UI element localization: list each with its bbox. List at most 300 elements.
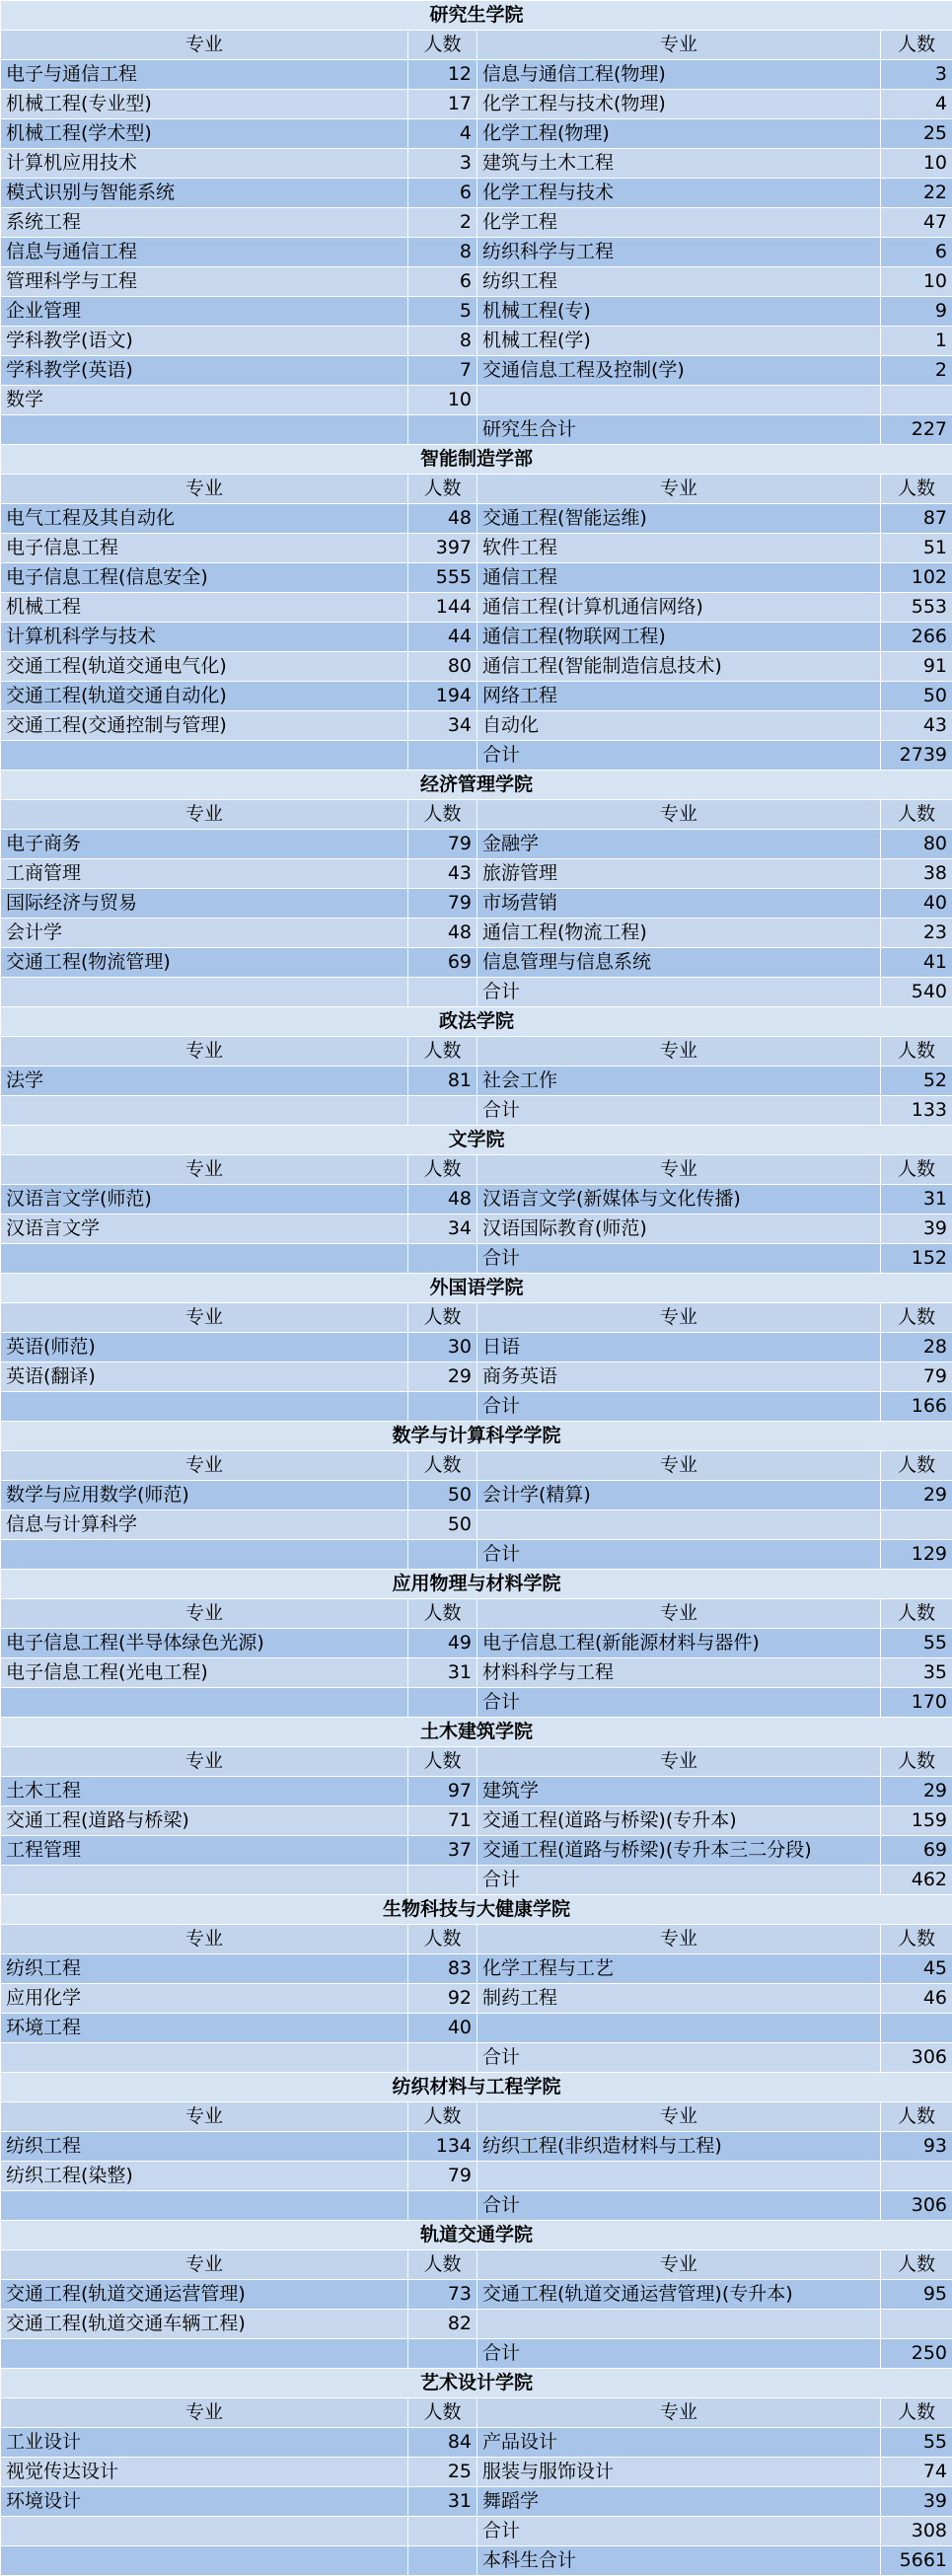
major-right: 服装与服饰设计: [477, 2458, 881, 2487]
count-right: 46: [881, 1984, 952, 2014]
count-right: 133: [881, 1096, 952, 1126]
count-left: 79: [408, 830, 477, 859]
count-left: 397: [408, 534, 477, 563]
major-right: 商务英语: [477, 1362, 881, 1392]
major-right: 通信工程: [477, 563, 881, 593]
major-right: [477, 1510, 881, 1540]
count-right: 306: [881, 2043, 952, 2073]
count-right: 41: [881, 948, 952, 978]
count-left: [408, 1096, 477, 1126]
major-left: 信息与计算科学: [1, 1510, 408, 1540]
count-right: 250: [881, 2339, 952, 2369]
major-left: [1, 978, 408, 1007]
major-right: 合计: [477, 2339, 881, 2369]
column-header-row: [1, 1155, 952, 1185]
header-major: 专业: [1, 1747, 408, 1777]
table-row: [1, 327, 952, 356]
header-count: 人数: [408, 1037, 477, 1067]
table-row: [1, 297, 952, 327]
major-left: [1, 1244, 408, 1274]
count-left: 49: [408, 1629, 477, 1658]
major-left: 信息与通信工程: [1, 238, 408, 267]
major-right: 汉语言文学(新媒体与文化传播): [477, 1185, 881, 1214]
count-right: 306: [881, 2191, 952, 2221]
major-right: [477, 2310, 881, 2339]
section-title-row: [1, 445, 952, 475]
major-right: 制药工程: [477, 1984, 881, 2014]
column-header-row: [1, 1451, 952, 1481]
header-major: 专业: [477, 1155, 881, 1185]
major-left: 系统工程: [1, 208, 408, 238]
count-right: 55: [881, 1629, 952, 1658]
header-major: 专业: [477, 31, 881, 60]
major-right: 交通工程(智能运维): [477, 504, 881, 534]
header-major: 专业: [477, 1925, 881, 1954]
section-title: 经济管理学院: [1, 771, 952, 800]
header-major: 专业: [1, 1303, 408, 1333]
major-left: 机械工程(学术型): [1, 119, 408, 149]
header-major: 专业: [1, 1925, 408, 1954]
major-left: 数学与应用数学(师范): [1, 1481, 408, 1510]
major-left: 纺织工程(染整): [1, 2162, 408, 2191]
section-title: 外国语学院: [1, 1274, 952, 1303]
column-header-row: [1, 1747, 952, 1777]
table-row: [1, 2517, 952, 2546]
count-left: [408, 2191, 477, 2221]
major-left: 交通工程(轨道交通运营管理): [1, 2280, 408, 2310]
header-major: 专业: [477, 2398, 881, 2428]
count-right: 50: [881, 682, 952, 711]
section-title-row: [1, 1, 952, 31]
major-right: 合计: [477, 1688, 881, 1718]
count-left: 31: [408, 1658, 477, 1688]
major-left: 法学: [1, 1067, 408, 1096]
major-right: [477, 2162, 881, 2191]
major-right: 纺织工程: [477, 267, 881, 297]
header-major: 专业: [1, 2398, 408, 2428]
table-row: [1, 889, 952, 919]
major-left: 学科教学(语文): [1, 327, 408, 356]
count-left: 134: [408, 2132, 477, 2162]
count-right: 9: [881, 297, 952, 327]
header-count: 人数: [408, 1155, 477, 1185]
table-row: [1, 415, 952, 445]
count-left: 5: [408, 297, 477, 327]
table-row: [1, 60, 952, 90]
section-title-row: [1, 1570, 952, 1599]
table-row: [1, 2310, 952, 2339]
count-left: [408, 2546, 477, 2576]
count-right: 10: [881, 267, 952, 297]
major-right: 化学工程与技术(物理): [477, 90, 881, 119]
header-count: 人数: [408, 2398, 477, 2428]
major-left: [1, 2043, 408, 2073]
count-left: 40: [408, 2014, 477, 2043]
count-left: 92: [408, 1984, 477, 2014]
section-title: 应用物理与材料学院: [1, 1570, 952, 1599]
major-right: 金融学: [477, 830, 881, 859]
major-left: [1, 415, 408, 445]
header-count: 人数: [408, 1451, 477, 1481]
major-right: 纺织工程(非织造材料与工程): [477, 2132, 881, 2162]
header-major: 专业: [1, 1599, 408, 1629]
count-right: 10: [881, 149, 952, 179]
count-left: 69: [408, 948, 477, 978]
major-left: 工程管理: [1, 1836, 408, 1866]
count-left: 144: [408, 593, 477, 623]
section-title: 轨道交通学院: [1, 2221, 952, 2250]
major-left: 交通工程(轨道交通电气化): [1, 652, 408, 682]
count-right: [881, 2014, 952, 2043]
count-left: 4: [408, 119, 477, 149]
major-right: 交通工程(道路与桥梁)(专升本): [477, 1806, 881, 1836]
count-right: 80: [881, 830, 952, 859]
major-right: 合计: [477, 1096, 881, 1126]
section-title: 生物科技与大健康学院: [1, 1895, 952, 1925]
count-right: 6: [881, 238, 952, 267]
table-row: [1, 2546, 952, 2576]
major-right: 化学工程(物理): [477, 119, 881, 149]
header-major: 专业: [1, 2102, 408, 2132]
count-right: 28: [881, 1333, 952, 1362]
section-title: 研究生学院: [1, 1, 952, 31]
count-left: 43: [408, 859, 477, 889]
count-right: 22: [881, 179, 952, 208]
count-right: 79: [881, 1362, 952, 1392]
count-right: 31: [881, 1185, 952, 1214]
major-right: 合计: [477, 1244, 881, 1274]
count-right: 308: [881, 2517, 952, 2546]
count-left: [408, 1688, 477, 1718]
section-title: 数学与计算科学学院: [1, 1422, 952, 1451]
table-row: [1, 1866, 952, 1895]
table-row: [1, 2162, 952, 2191]
table-row: [1, 1806, 952, 1836]
major-left: 交通工程(交通控制与管理): [1, 711, 408, 741]
major-right: 机械工程(专): [477, 297, 881, 327]
major-right: 社会工作: [477, 1067, 881, 1096]
enrollment-table-body: [1, 1, 952, 2576]
count-left: 17: [408, 90, 477, 119]
major-left: 纺织工程: [1, 2132, 408, 2162]
major-left: 计算机应用技术: [1, 149, 408, 179]
header-count: 人数: [881, 475, 952, 504]
major-left: [1, 2517, 408, 2546]
major-left: 电气工程及其自动化: [1, 504, 408, 534]
major-right: 合计: [477, 2043, 881, 2073]
count-left: 79: [408, 889, 477, 919]
major-right: 通信工程(智能制造信息技术): [477, 652, 881, 682]
count-left: 30: [408, 1333, 477, 1362]
header-count: 人数: [881, 1303, 952, 1333]
count-right: 129: [881, 1540, 952, 1570]
header-count: 人数: [408, 800, 477, 830]
count-right: 35: [881, 1658, 952, 1688]
table-row: [1, 1836, 952, 1866]
major-right: 旅游管理: [477, 859, 881, 889]
count-right: 29: [881, 1481, 952, 1510]
table-row: [1, 2339, 952, 2369]
major-right: 通信工程(物流工程): [477, 919, 881, 948]
major-left: 计算机科学与技术: [1, 623, 408, 652]
count-left: 71: [408, 1806, 477, 1836]
major-left: 交通工程(轨道交通车辆工程): [1, 2310, 408, 2339]
table-row: [1, 1214, 952, 1244]
table-row: [1, 267, 952, 297]
count-left: 34: [408, 711, 477, 741]
count-left: 6: [408, 179, 477, 208]
count-right: [881, 2310, 952, 2339]
count-left: [408, 2339, 477, 2369]
major-left: [1, 1096, 408, 1126]
major-left: 电子信息工程(半导体绿色光源): [1, 1629, 408, 1658]
count-left: 555: [408, 563, 477, 593]
major-left: 工业设计: [1, 2428, 408, 2458]
header-count: 人数: [408, 1303, 477, 1333]
count-left: 80: [408, 652, 477, 682]
count-left: 2: [408, 208, 477, 238]
count-right: 102: [881, 563, 952, 593]
table-row: [1, 652, 952, 682]
header-count: 人数: [881, 1925, 952, 1954]
count-right: 152: [881, 1244, 952, 1274]
table-row: [1, 2280, 952, 2310]
header-count: 人数: [408, 475, 477, 504]
major-right: 本科生合计: [477, 2546, 881, 2576]
header-major: 专业: [477, 1303, 881, 1333]
major-left: 汉语言文学(师范): [1, 1185, 408, 1214]
count-left: [408, 415, 477, 445]
table-row: [1, 356, 952, 386]
column-header-row: [1, 1925, 952, 1954]
section-title-row: [1, 1718, 952, 1747]
major-left: 汉语言文学: [1, 1214, 408, 1244]
table-row: [1, 2191, 952, 2221]
major-left: [1, 1866, 408, 1895]
major-right: 舞蹈学: [477, 2487, 881, 2517]
count-right: 1: [881, 327, 952, 356]
major-right: 自动化: [477, 711, 881, 741]
count-left: 8: [408, 327, 477, 356]
count-right: 227: [881, 415, 952, 445]
count-right: 47: [881, 208, 952, 238]
section-title-row: [1, 1126, 952, 1155]
major-right: 建筑与土木工程: [477, 149, 881, 179]
count-left: [408, 1244, 477, 1274]
table-row: [1, 1481, 952, 1510]
major-right: 合计: [477, 1866, 881, 1895]
count-right: 266: [881, 623, 952, 652]
table-row: [1, 1954, 952, 1984]
major-right: 交通信息工程及控制(学): [477, 356, 881, 386]
major-right: 合计: [477, 1540, 881, 1570]
table-row: [1, 1688, 952, 1718]
column-header-row: [1, 2250, 952, 2280]
table-row: [1, 90, 952, 119]
column-header-row: [1, 1599, 952, 1629]
column-header-row: [1, 2398, 952, 2428]
major-right: 交通工程(轨道交通运营管理)(专升本): [477, 2280, 881, 2310]
major-left: [1, 1688, 408, 1718]
major-left: 环境工程: [1, 2014, 408, 2043]
column-header-row: [1, 1037, 952, 1067]
count-left: 48: [408, 504, 477, 534]
count-right: 55: [881, 2428, 952, 2458]
table-row: [1, 149, 952, 179]
count-right: 159: [881, 1806, 952, 1836]
table-row: [1, 1333, 952, 1362]
count-left: 97: [408, 1777, 477, 1806]
table-row: [1, 208, 952, 238]
count-left: [408, 2517, 477, 2546]
header-major: 专业: [1, 475, 408, 504]
count-right: 462: [881, 1866, 952, 1895]
table-row: [1, 1067, 952, 1096]
table-row: [1, 1362, 952, 1392]
header-major: 专业: [1, 1155, 408, 1185]
table-row: [1, 2487, 952, 2517]
section-title-row: [1, 2221, 952, 2250]
major-right: [477, 386, 881, 415]
major-right: 网络工程: [477, 682, 881, 711]
count-left: 25: [408, 2458, 477, 2487]
section-title: 土木建筑学院: [1, 1718, 952, 1747]
major-right: 合计: [477, 978, 881, 1007]
table-row: [1, 741, 952, 771]
count-right: 52: [881, 1067, 952, 1096]
column-header-row: [1, 800, 952, 830]
section-title-row: [1, 1422, 952, 1451]
count-left: 48: [408, 919, 477, 948]
major-left: 模式识别与智能系统: [1, 179, 408, 208]
header-count: 人数: [408, 1925, 477, 1954]
major-left: 管理科学与工程: [1, 267, 408, 297]
major-left: 纺织工程: [1, 1954, 408, 1984]
section-title-row: [1, 1007, 952, 1037]
header-count: 人数: [881, 1747, 952, 1777]
major-left: 交通工程(轨道交通自动化): [1, 682, 408, 711]
header-count: 人数: [408, 1599, 477, 1629]
table-row: [1, 2428, 952, 2458]
major-right: [477, 2014, 881, 2043]
major-left: 应用化学: [1, 1984, 408, 2014]
header-major: 专业: [1, 31, 408, 60]
major-left: 电子信息工程(信息安全): [1, 563, 408, 593]
table-row: [1, 386, 952, 415]
table-row: [1, 948, 952, 978]
count-left: 31: [408, 2487, 477, 2517]
count-left: 50: [408, 1481, 477, 1510]
table-row: [1, 238, 952, 267]
table-row: [1, 1777, 952, 1806]
count-left: 44: [408, 623, 477, 652]
major-right: 汉语国际教育(师范): [477, 1214, 881, 1244]
count-right: 29: [881, 1777, 952, 1806]
count-left: 6: [408, 267, 477, 297]
count-right: 4: [881, 90, 952, 119]
major-right: 化学工程: [477, 208, 881, 238]
major-right: 化学工程与技术: [477, 179, 881, 208]
header-count: 人数: [881, 2102, 952, 2132]
header-major: 专业: [477, 1451, 881, 1481]
count-right: 166: [881, 1392, 952, 1422]
count-left: [408, 1540, 477, 1570]
major-right: 合计: [477, 741, 881, 771]
count-right: 93: [881, 2132, 952, 2162]
header-major: 专业: [477, 1747, 881, 1777]
table-row: [1, 830, 952, 859]
table-row: [1, 2014, 952, 2043]
header-count: 人数: [408, 31, 477, 60]
table-row: [1, 2043, 952, 2073]
header-count: 人数: [881, 1599, 952, 1629]
count-right: 25: [881, 119, 952, 149]
major-left: 英语(师范): [1, 1333, 408, 1362]
table-row: [1, 711, 952, 741]
header-count: 人数: [408, 2250, 477, 2280]
table-row: [1, 1185, 952, 1214]
count-left: 82: [408, 2310, 477, 2339]
major-right: 化学工程与工艺: [477, 1954, 881, 1984]
count-left: 83: [408, 1954, 477, 1984]
major-left: [1, 2191, 408, 2221]
count-left: 50: [408, 1510, 477, 1540]
count-left: [408, 978, 477, 1007]
major-right: 交通工程(道路与桥梁)(专升本三二分段): [477, 1836, 881, 1866]
major-right: 日语: [477, 1333, 881, 1362]
header-major: 专业: [477, 2250, 881, 2280]
section-title: 纺织材料与工程学院: [1, 2073, 952, 2102]
count-left: [408, 1392, 477, 1422]
major-left: 交通工程(道路与桥梁): [1, 1806, 408, 1836]
major-right: 合计: [477, 2191, 881, 2221]
count-left: [408, 741, 477, 771]
header-major: 专业: [477, 1599, 881, 1629]
header-count: 人数: [881, 2398, 952, 2428]
header-count: 人数: [881, 1037, 952, 1067]
major-left: [1, 2339, 408, 2369]
table-row: [1, 534, 952, 563]
header-major: 专业: [1, 1037, 408, 1067]
major-right: 通信工程(物联网工程): [477, 623, 881, 652]
major-left: 电子信息工程: [1, 534, 408, 563]
major-left: 英语(翻译): [1, 1362, 408, 1392]
count-right: 39: [881, 1214, 952, 1244]
header-count: 人数: [881, 800, 952, 830]
count-left: 7: [408, 356, 477, 386]
count-left: 10: [408, 386, 477, 415]
major-left: 会计学: [1, 919, 408, 948]
count-right: 69: [881, 1836, 952, 1866]
header-count: 人数: [408, 1747, 477, 1777]
major-left: 土木工程: [1, 1777, 408, 1806]
major-left: 国际经济与贸易: [1, 889, 408, 919]
major-right: 信息管理与信息系统: [477, 948, 881, 978]
count-right: 39: [881, 2487, 952, 2517]
count-left: 194: [408, 682, 477, 711]
count-right: 23: [881, 919, 952, 948]
major-right: 合计: [477, 1392, 881, 1422]
table-row: [1, 1984, 952, 2014]
table-row: [1, 1540, 952, 1570]
count-right: [881, 1510, 952, 1540]
table-row: [1, 682, 952, 711]
major-left: 数学: [1, 386, 408, 415]
count-right: 2739: [881, 741, 952, 771]
major-left: [1, 1540, 408, 1570]
count-right: 45: [881, 1954, 952, 1984]
section-title-row: [1, 1274, 952, 1303]
